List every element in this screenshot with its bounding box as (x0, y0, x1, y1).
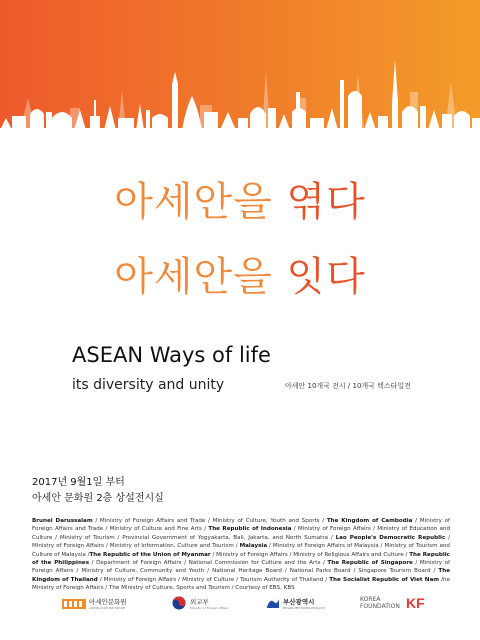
busan-logo-text: 부산광역시 (283, 597, 315, 606)
korea-foundation-logo (360, 588, 425, 618)
busan-logo (266, 588, 325, 618)
credit-organizations: / Ministry of Foreign Affairs / Ministry of Religious Affairs and Culture / (210, 551, 410, 558)
credit-country: The Republic of the Union of Myanmar (89, 551, 211, 558)
mofa-logo (172, 588, 228, 618)
headline-line-1 (0, 170, 480, 227)
sponsor-logos (0, 588, 480, 618)
skyline-silhouette (0, 0, 480, 140)
exhibition-subtitle: its diversity and unity (72, 377, 225, 393)
asean-logo-text: 아세안문화원 (89, 597, 127, 606)
credit-country: Brunei Darussalam (32, 518, 93, 524)
credit-organizations: / Ministry of Foreign Affairs / Ministry of Information, Culture and Tourism / (32, 534, 450, 550)
credit-organizations: /he Ministry of Foreign Affairs / The Ministry of Culture, Sports and Tourism / Courtesy of EBS, KBS (32, 576, 450, 592)
header-banner (0, 0, 480, 140)
credit-organizations: / Department of Foreign Affairs / National Commission for Culture and the Arts / (89, 560, 328, 567)
headline-line-1-accent: 엮다 (286, 179, 366, 225)
busan-logo-subtext: BUSAN METROPOLITAN CITY (283, 605, 326, 610)
taegeuk-icon (172, 596, 186, 610)
credit-country: The Kingdom of Thailand (32, 568, 450, 583)
credit-organizations: / Ministry of Foreign Affairs / Ministry of Culture / Tourism Authority of Thailand / (97, 576, 330, 583)
credit-organizations: / Ministry of Foreign Affairs / Ministry of Culture, Community and Youth / National Heritage Board / National Parks Board / Singapore Tourism Board / (32, 560, 450, 575)
busan-wave-icon (266, 597, 280, 609)
headline-line-2 (0, 245, 480, 302)
credit-country: The Kingdom of Cambodia (326, 518, 413, 524)
asean-culture-house-logo (62, 588, 127, 618)
credits-paragraph (32, 517, 450, 593)
headline-line-1-prefix: 아세안을 (114, 179, 273, 225)
exhibition-venue: 아세안 문화원 2층 상설전시실 (32, 493, 164, 504)
mofa-logo-text: 외교부 (190, 597, 209, 606)
credit-organizations: / Ministry of Foreign Affairs / Ministry of Education and Culture / Ministry of Tourism / Provincial Government of Yogyakarta, Bali, Jakarta, and North Sumatra / (32, 526, 450, 541)
asean-logo-icon (62, 597, 86, 609)
credit-organizations: / Ministry of Foreign Affairs and Trade / Ministry of Culture, Youth and Sports / (92, 518, 327, 524)
headline-line-2-prefix: 아세안을 (114, 254, 273, 300)
exhibition-date: 2017년 9월1일 부터 (32, 477, 125, 488)
credit-organizations: / Ministry of Foreign Affairs of Malaysia / Ministry of Tourism and Culture of Malaysia / (32, 543, 450, 558)
mofa-logo-subtext: Ministry of Foreign Affairs (190, 605, 229, 610)
kf-logo-mark: KF (406, 595, 425, 611)
credit-country: The Republic of Indonesia (208, 526, 292, 533)
credit-country: The Republic of the Philippines (32, 551, 450, 567)
credit-country: Lao People's Democratic Republic (335, 534, 446, 541)
credit-country: The Republic of Singapore (327, 560, 413, 567)
credit-country: Malaysia (239, 543, 268, 550)
asean-logo-subtext: ASEAN CULTURE HOUSE (89, 605, 126, 610)
exhibition-subtitle-korean: 아세안 10개국 전시 / 10개국 텍스타일전 (285, 382, 411, 390)
skyline-foreground (0, 60, 480, 140)
headline-line-2-accent: 잇다 (286, 254, 366, 300)
kf-logo-text: KOREA FOUNDATION (360, 596, 400, 610)
exhibition-title: ASEAN Ways of life (72, 343, 271, 367)
credit-organizations: / Ministry of Foreign Affairs and Trade / Ministry of Culture and Fine Arts / (32, 518, 450, 533)
credit-country: The Socialist Republic of Viet Nam (329, 576, 440, 583)
